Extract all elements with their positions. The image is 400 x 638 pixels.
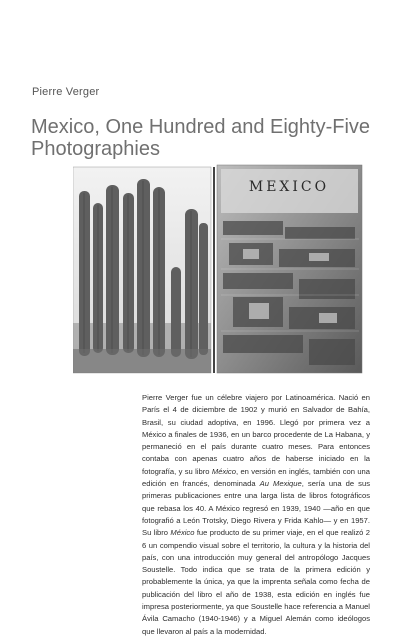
page-title: Mexico, One Hundred and Eighty-Five Photographies [31,116,371,161]
author-name: Pierre Verger [32,86,100,98]
right-page-book-cover [217,165,362,373]
cover-title-text: MEXICO [248,179,330,195]
left-page-cactus-photo [73,167,211,373]
body-paragraph: Pierre Verger fue un célebre viajero por Latinoamérica. Nació en París el 4 de diciembre de 1902 y murió en Salvador de Bahía, Brasil, su ciudad adoptiva, en 1996. Llegó por primera vez a México a finales de 1936, en un barco procedente de La Habana, y permaneció en el país durante cuatro meses. Para entonces contaba con apenas cuatro años de haberse iniciado en la fotografía, y su libro México, en versión en inglés, también con una edición en francés, denominada Au Mexique, sería una de sus primeras publicaciones entre una larga lista de libros fotográficos que rebasa los 40. A México regresó en 1939, 1940 —año en que fotografió a León Trotsky, Diego Rivera y Frida Kahlo— y en 1957. Su libro México fue producto de su primer viaje, en el que realizó 2 6 un compendio visual sobre el territorio, la cultura y la historia del país, con una introducción muy general del antropólogo Jacques Soustelle. Todo indica que se trata de la primera edición y probablemente la única, ya que la imprenta señala como fecha de publicación del libro el año de 1938, esta edición en inglés fue impresa posteriormente, ya que Soustelle hace referencia a Manuel Ávila Camacho (1940-1946) y a Miguel Alemán como ideólogos que llevaron al país a la modernidad. [142,393,370,636]
book-photograph [73,163,364,375]
